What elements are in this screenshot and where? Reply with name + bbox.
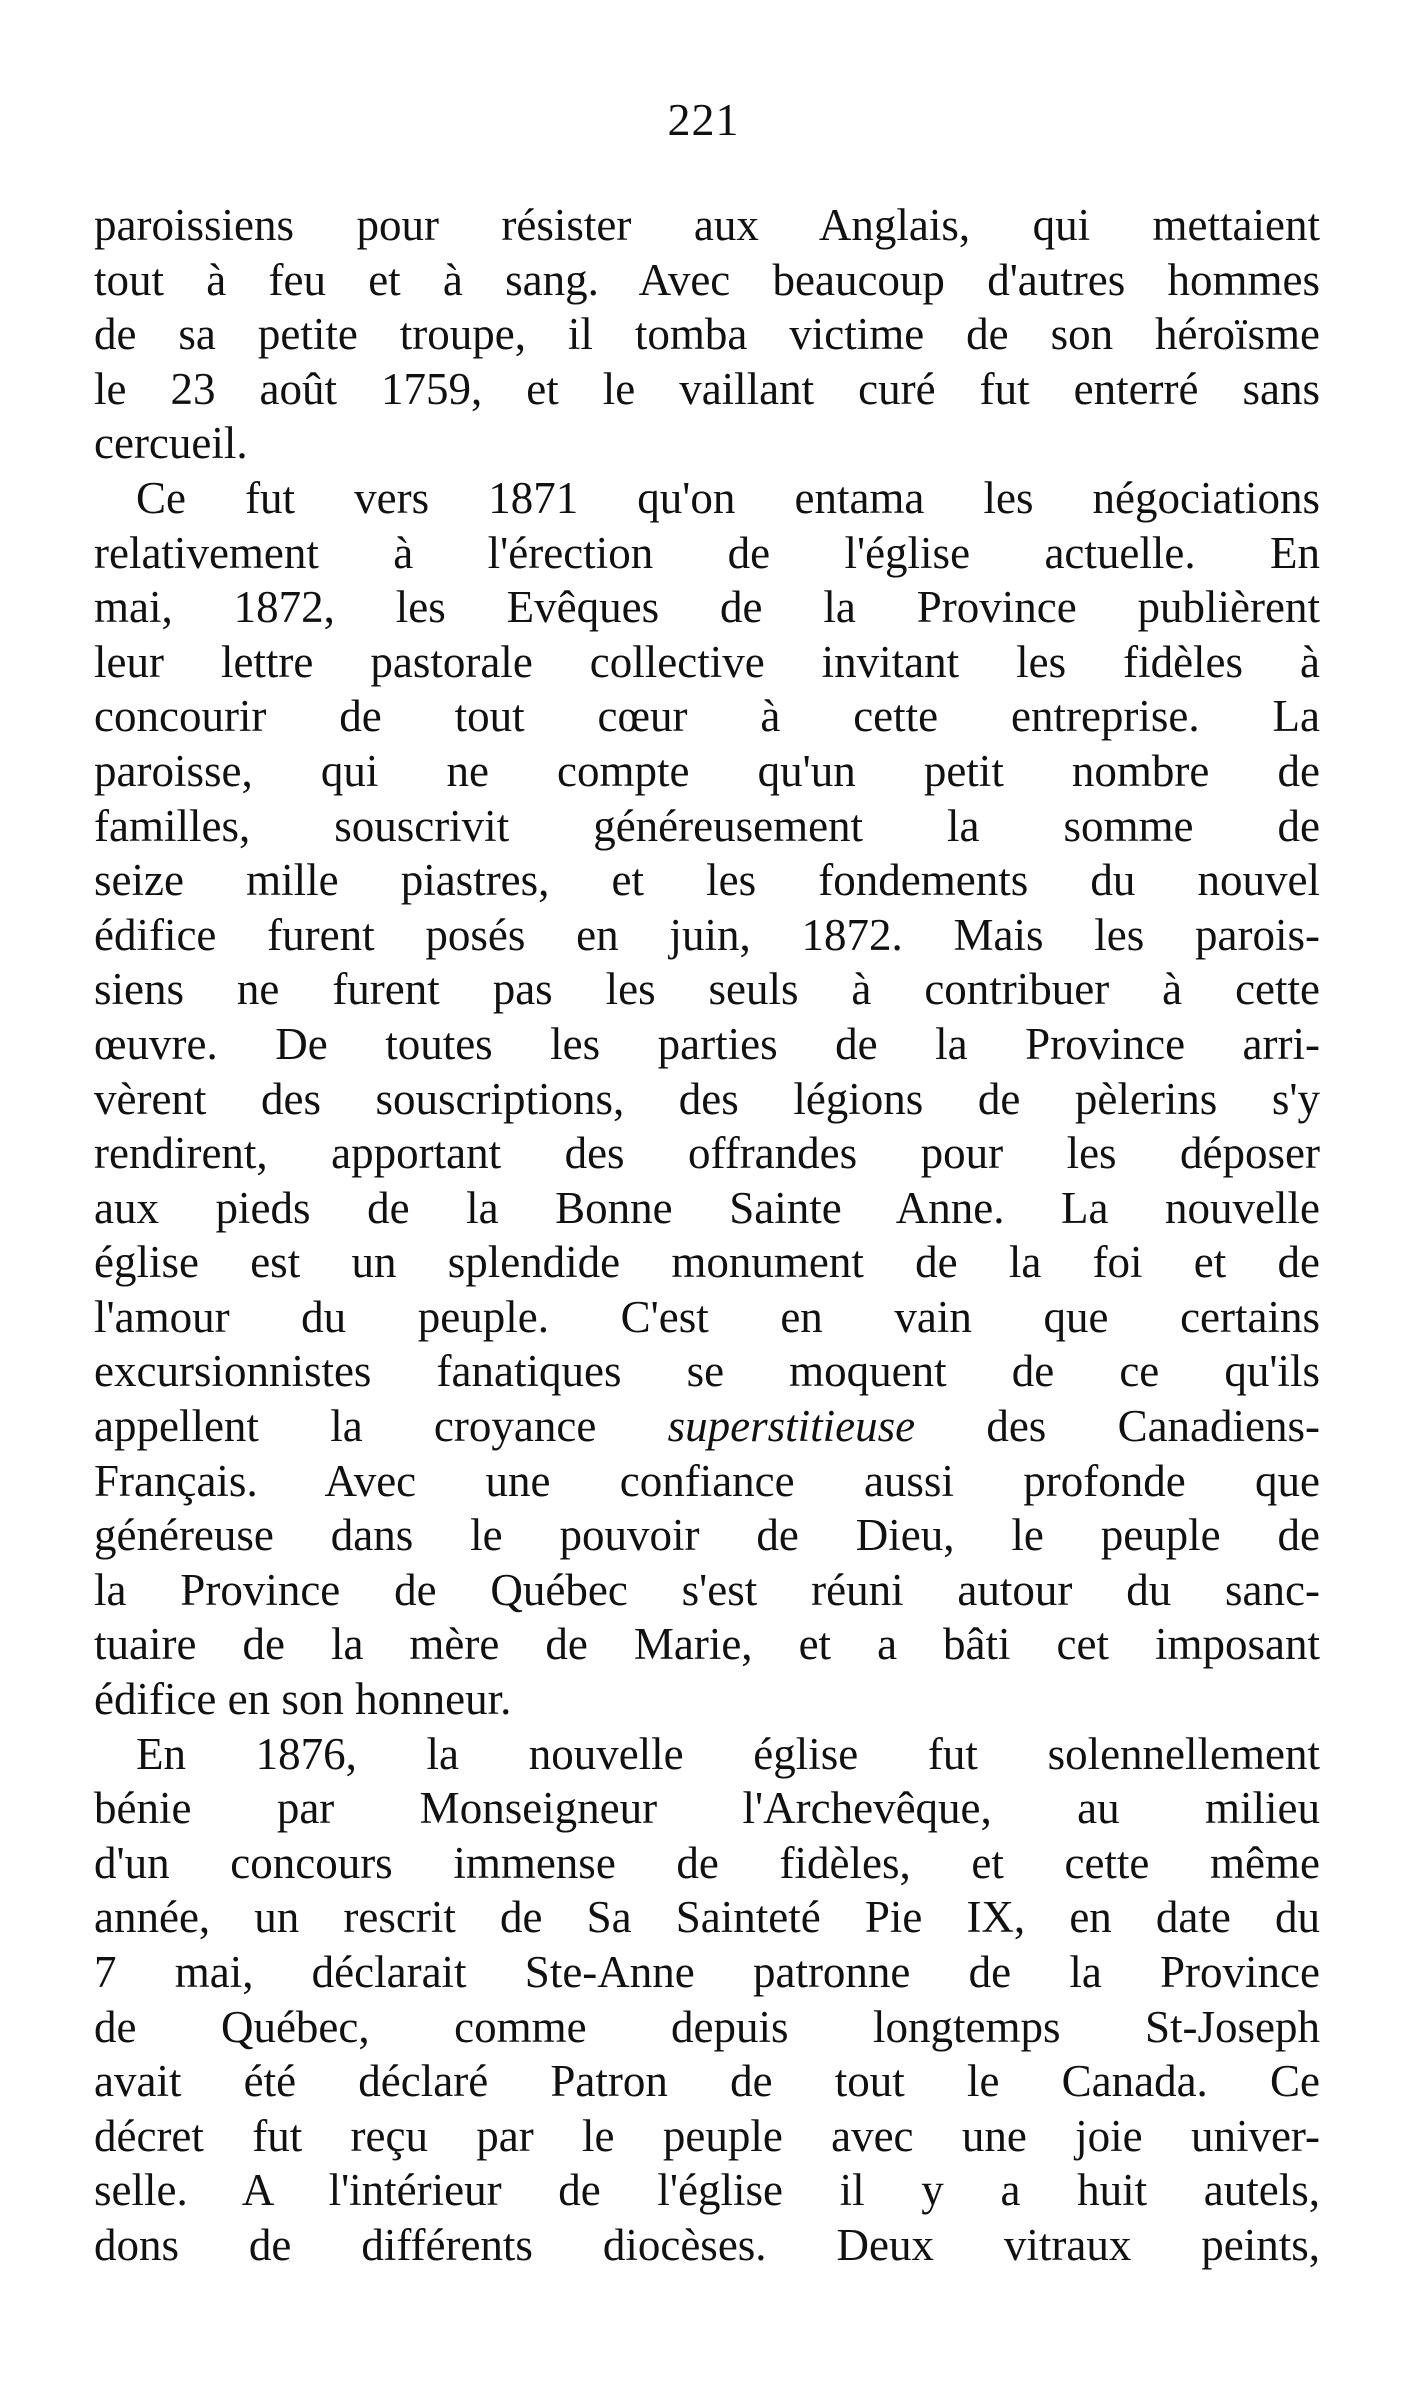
text-line: aux pieds de la Bonne Sainte Anne. La nouvelle [94, 1182, 1320, 1233]
text-line: Français. Avec une confiance aussi profonde que [94, 1455, 1320, 1506]
text-line: église est un splendide monument de la foi et de [94, 1237, 1320, 1288]
text-line-with-italic [94, 1399, 1320, 1454]
text-line: décret fut reçu par le peuple avec une joie univer- [94, 2110, 1320, 2161]
text-line: le 23 août 1759, et le vaillant curé fut enterré sans [94, 363, 1320, 414]
text-line: d'un concours immense de fidèles, et cette même [94, 1837, 1320, 1888]
text-line: dons de différents diocèses. Deux vitraux peints, [94, 2219, 1320, 2270]
text-line: leur lettre pastorale collective invitant les fidèles à [94, 636, 1320, 687]
text-line: vèrent des souscriptions, des légions de pèlerins s'y [94, 1073, 1320, 1124]
text-line: bénie par Monseigneur l'Archevêque, au milieu [94, 1783, 1320, 1834]
text-line: siens ne furent pas les seuls à contribuer à cette [94, 964, 1320, 1015]
text-line: rendirent, apportant des offrandes pour les déposer [94, 1128, 1320, 1179]
text-line: édifice furent posés en juin, 1872. Mais les parois- [94, 909, 1320, 960]
text-line: concourir de tout cœur à cette entreprise. La [94, 691, 1320, 742]
text-line: seize mille piastres, et les fondements du nouvel [94, 855, 1320, 906]
text-segment: des Canadiens- [915, 1401, 1320, 1452]
text-line: la Province de Québec s'est réuni autour du sanc- [94, 1564, 1320, 1615]
text-line: paroissiens pour résister aux Anglais, qui mettaient [94, 200, 1320, 250]
text-line: 7 mai, déclarait Ste-Anne patronne de la Province [94, 1947, 1320, 1997]
text-line: familles, souscrivit généreusement la somme de [94, 800, 1320, 851]
italic-word: superstitieuse [667, 1401, 916, 1452]
text-line: de sa petite troupe, il tomba victime de son héroïsme [94, 309, 1320, 360]
text-segment: appellent la croyance [94, 1401, 668, 1452]
text-line: généreuse dans le pouvoir de Dieu, le peuple de [94, 1510, 1320, 1561]
text-line: cercueil. [94, 418, 248, 469]
text-line: En 1876, la nouvelle église fut solennellement [136, 1728, 1320, 1779]
page-number: 221 [667, 94, 740, 145]
body-text [94, 198, 1320, 2273]
text-line: édifice en son honneur. [94, 1674, 512, 1725]
text-line: paroisse, qui ne compte qu'un petit nombre de [94, 745, 1320, 796]
text-line: œuvre. De toutes les parties de la Province arri- [94, 1018, 1320, 1069]
text-line: excursionnistes fanatiques se moquent de ce qu'ils [94, 1346, 1320, 1397]
text-line: mai, 1872, les Evêques de la Province publièrent [94, 582, 1320, 633]
text-line: relativement à l'érection de l'église actuelle. En [94, 527, 1320, 578]
text-line: année, un rescrit de Sa Sainteté Pie IX, en date du [94, 1892, 1320, 1943]
text-line: selle. A l'intérieur de l'église il y a huit autels, [94, 2165, 1320, 2216]
text-line: tuaire de la mère de Marie, et a bâti cet imposant [94, 1619, 1320, 1670]
text-line: avait été déclaré Patron de tout le Canada. Ce [94, 2056, 1320, 2107]
text-line: l'amour du peuple. C'est en vain que certains [94, 1291, 1320, 1342]
text-line: de Québec, comme depuis longtemps St-Joseph [94, 2001, 1320, 2052]
text-line: Ce fut vers 1871 qu'on entama les négociations [136, 472, 1320, 523]
text-line: tout à feu et à sang. Avec beaucoup d'autres hommes [94, 254, 1320, 305]
